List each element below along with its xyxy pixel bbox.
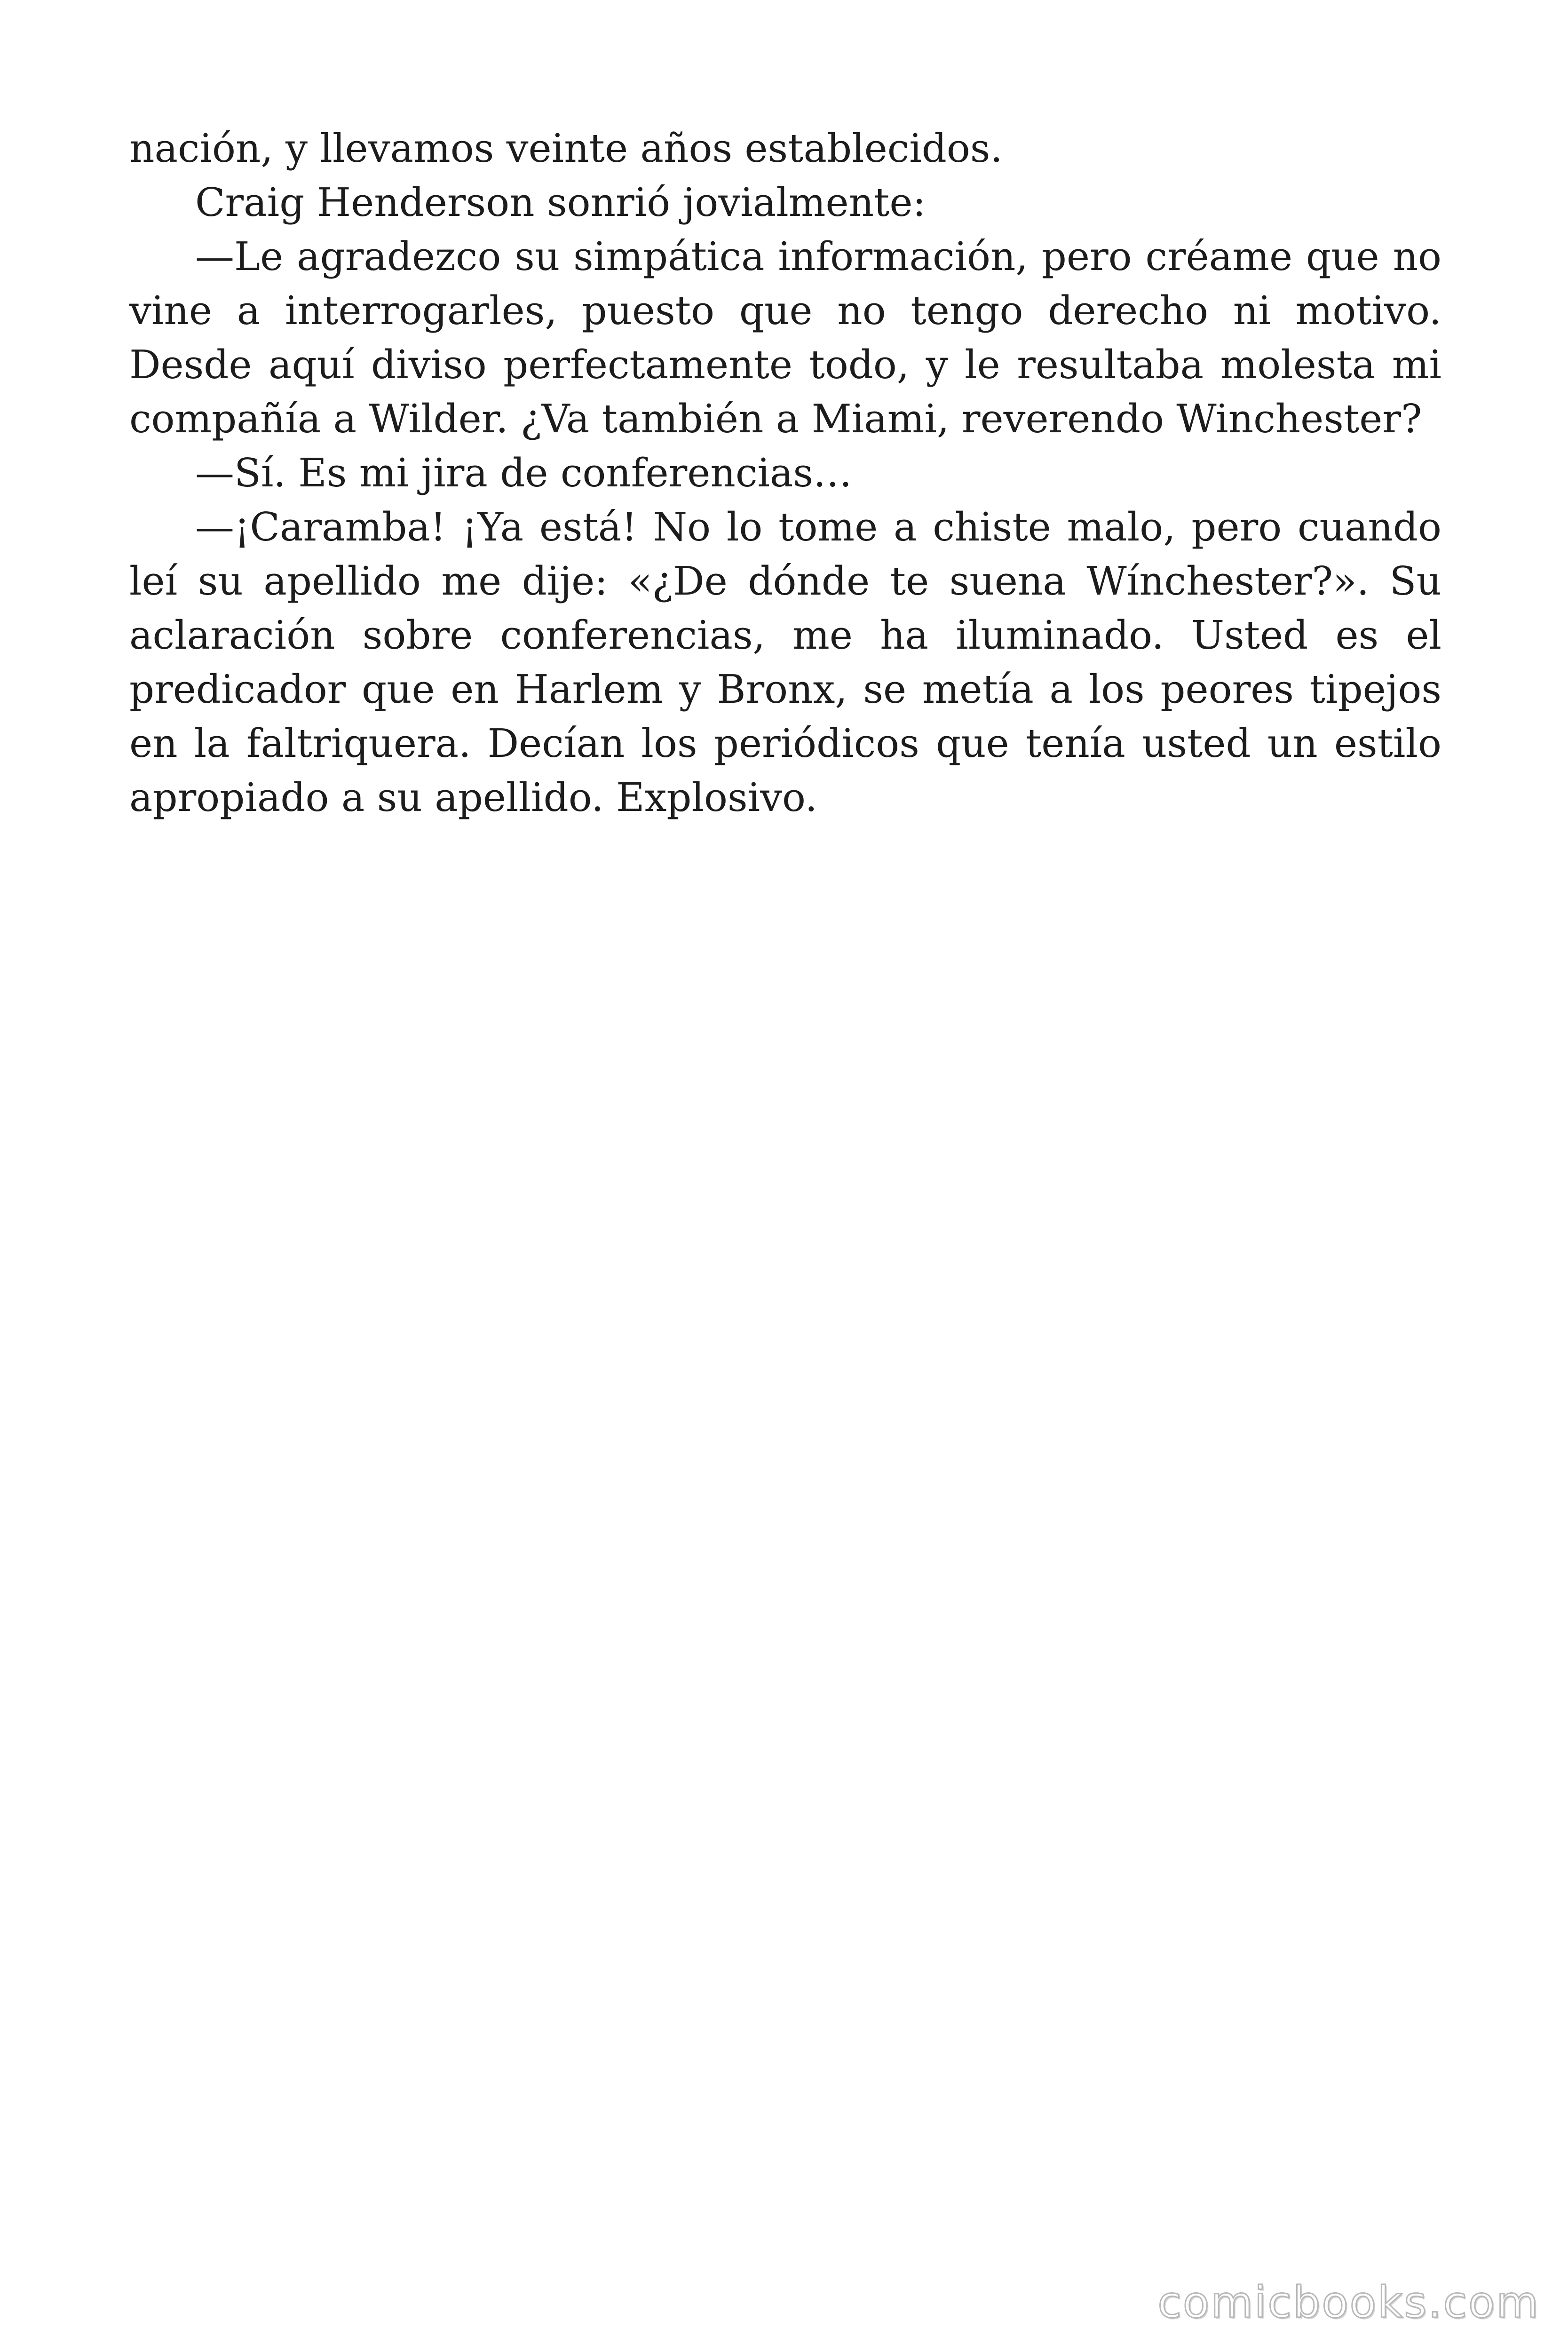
- paragraph-continuation: nación, y llevamos veinte años establecidos.: [129, 126, 1003, 171]
- body-text: [129, 121, 1441, 825]
- paragraph-dialogue-winchester: —Sí. Es mi jira de conferencias…: [195, 450, 852, 496]
- watermark-logo: comicbooks.com: [1157, 2277, 1540, 2328]
- paragraph-narration: Craig Henderson sonrió jovialmente:: [195, 180, 926, 225]
- paragraph-dialogue-henderson-reply: —¡Caramba! ¡Ya está! No lo tome a chiste malo, pero cuando leí su apellido me dije: «¿De dónde te suena Wínchester?». Su aclaración sobre conferencias, me ha iluminado. Usted es el predicador que en Harlem y Bronx, se metía a los peores tipejos en la faltriquera. Decían los periódicos que tenía usted un estilo apropiado a su apellido. Explosivo.: [129, 504, 1441, 820]
- paragraph-dialogue-henderson: —Le agradezco su simpática información, pero créame que no vine a interrogarles, puesto que no tengo derecho ni motivo. Desde aquí diviso perfectamente todo, y le resultaba molesta mi compañía a Wilder. ¿Va también a Miami, reverendo Winchester?: [129, 234, 1441, 442]
